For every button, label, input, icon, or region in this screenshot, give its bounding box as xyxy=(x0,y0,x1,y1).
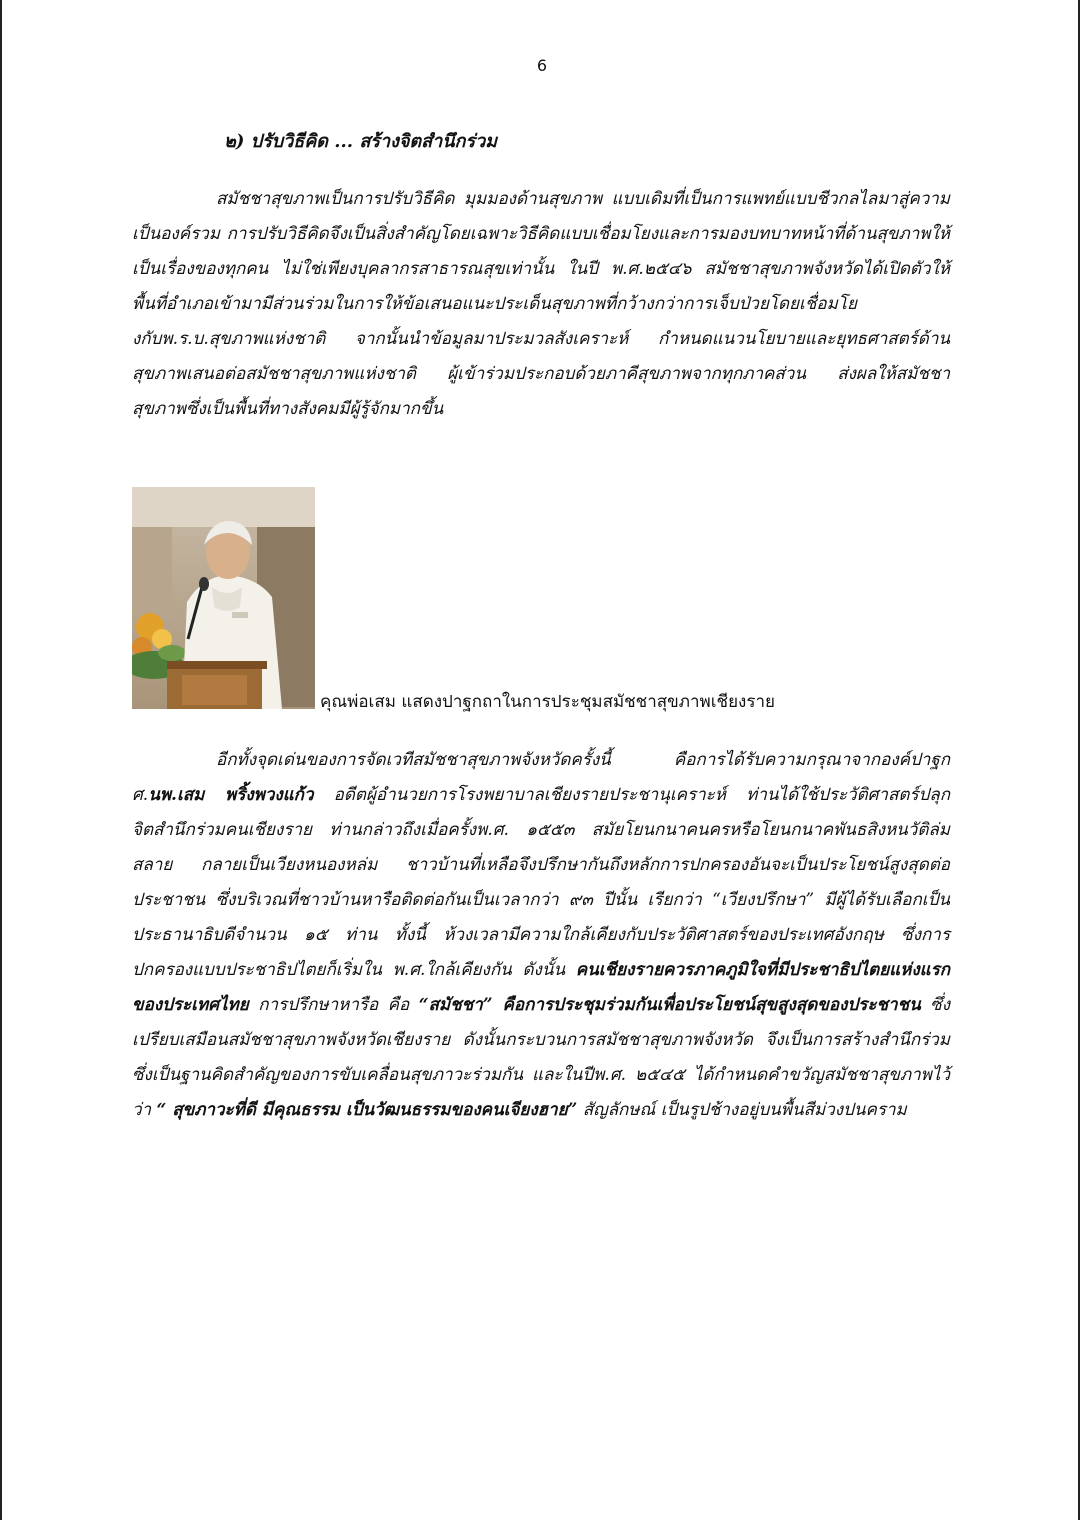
paragraph-2-part-7: ซึ่งเปรียบเสมือนสมัชชาสุขภาพจังหวัดเชียงราย ดังนั้นกระบวนการสมัชชาสุขภาพจังหวัด จึงเป็นการสร้างสำนึกร่วม ซึ่งเป็นฐานคิดสำคัญของการขับเคลื่อนสุขภาวะร่วมกัน และในปีพ.ศ. ๒๕๔๕ ได้กำหนดคำขวัญสมัชชาสุขภาพไว้ว่า xyxy=(132,995,951,1120)
paragraph-2-bold-assembly: “สมัชชา” คือการประชุมร่วมกันเพื่อประโยชน์สุขสูงสุดของประชาชน xyxy=(418,995,921,1015)
photo-caption: คุณพ่อเสม แสดงปาฐกถาในการประชุมสมัชชาสุขภาพเชียงราย xyxy=(320,692,775,712)
paragraph-1: สมัชชาสุขภาพเป็นการปรับวิธีคิด มุมมองด้านสุขภาพ แบบเดิมที่เป็นการแพทย์แบบชีวกลไลมาสู่ความเป็นองค์รวม การปรับวิธีคิดจึงเป็นสิ่งสำคัญโดยเฉพาะวิธีคิดแบบเชื่อมโยงและการมองบทบาทหน้าที่ด้านสุขภาพให้เป็นเรื่องของทุกคน ไม่ใช่เพียงบุคลากรสาธารณสุขเท่านั้น ในปี พ.ศ.๒๕๔๖ สมัชชาสุขภาพจังหวัดได้เปิดตัวให้พื้นที่อำเภอเข้ามามีส่วนร่วมในการให้ข้อเสนอแนะประเด็นสุขภาพที่กว้างกว่าการเจ็บป่วยโดยเชื่อมโยงกับพ.ร.บ.สุขภาพแห่งชาติ จากนั้นนำข้อมูลมาประมวลสังเคราะห์ กำหนดแนวนโยบายและยุทธศาสตร์ด้านสุขภาพเสนอต่อสมัชชาสุขภาพแห่งชาติ ผู้เข้าร่วมประกอบด้วยภาคีสุขภาพจากทุกภาคส่วน ส่งผลให้สมัชชาสุขภาพซึ่งเป็นพื้นที่ทางสังคมมีผู้รู้จักมากขึ้น xyxy=(132,189,950,419)
page-number: 6 xyxy=(536,56,548,75)
paragraph-2-bold-pride: คนเชียงรายควรภาคภูมิใจที่มีประชาธิปไตยแห่งแรกของประเทศไทย xyxy=(132,960,950,1015)
paragraph-2-bold-name: นพ.เสม พริ้งพวงแก้ว xyxy=(148,785,314,805)
paragraph-2-part-3: อดีตผู้อำนวยการโรงพยาบาลเชียงรายประชานุเคราะห์ ท่านได้ใช้ประวัติศาสตร์ปลุกจิตสำนึกร่วมคนเชียงราย ท่านกล่าวถึงเมื่อครั้งพ.ศ. ๑๕๕๓ สมัยโยนกนาคนครหรือโยนกนาคพันธสิงหนวัติล่มสลาย กลายเป็นเวียงหนองหล่ม ชาวบ้านที่เหลือจึงปรึกษากันถึงหลักการปกครองอันจะเป็นประโยชน์สูงสุดต่อประชาชน ซึ่งบริเวณที่ชาวบ้านหารือติดต่อกันเป็นเวลากว่า ๙๓ ปีนั้น เรียกว่า “เวียงปรึกษา” มีผู้ได้รับเลือกเป็นประธานาธิบดีจำนวน ๑๕ ท่าน ทั้งนี้ ห้วงเวลามีความใกล้เคียงกับประวัติศาสตร์ของประเทศอังกฤษ ซึ่งการปกครองแบบประชาธิปไตยก็เริ่มใน พ.ศ.ใกล้เคียงกัน ดังนั้น xyxy=(132,785,950,980)
paragraph-2-part-1: อีกทั้งจุดเด่นของการจัดเวทีสมัชชาสุขภาพจังหวัดครั้งนี้ คือการได้รับความกรุณาจากองค์ปาฐก ศ. xyxy=(132,750,950,805)
section-heading: ๒) ปรับวิธีคิด ... สร้างจิตสำนึกร่วม xyxy=(224,131,498,152)
paragraph-2 xyxy=(132,743,950,1128)
speaker-photo xyxy=(132,487,315,709)
paragraph-2-part-5: การปรึกษาหารือ คือ xyxy=(248,995,419,1015)
paragraph-2-bold-motto: “ สุขภาวะที่ดี มีคุณธรรม เป็นวัฒนธรรมของคนเจียงฮาย” xyxy=(156,1100,578,1120)
paragraph-2-part-9: สัญลักษณ์ เป็นรูปช้างอยู่บนพื้นสีม่วงปนคราม xyxy=(577,1100,907,1120)
